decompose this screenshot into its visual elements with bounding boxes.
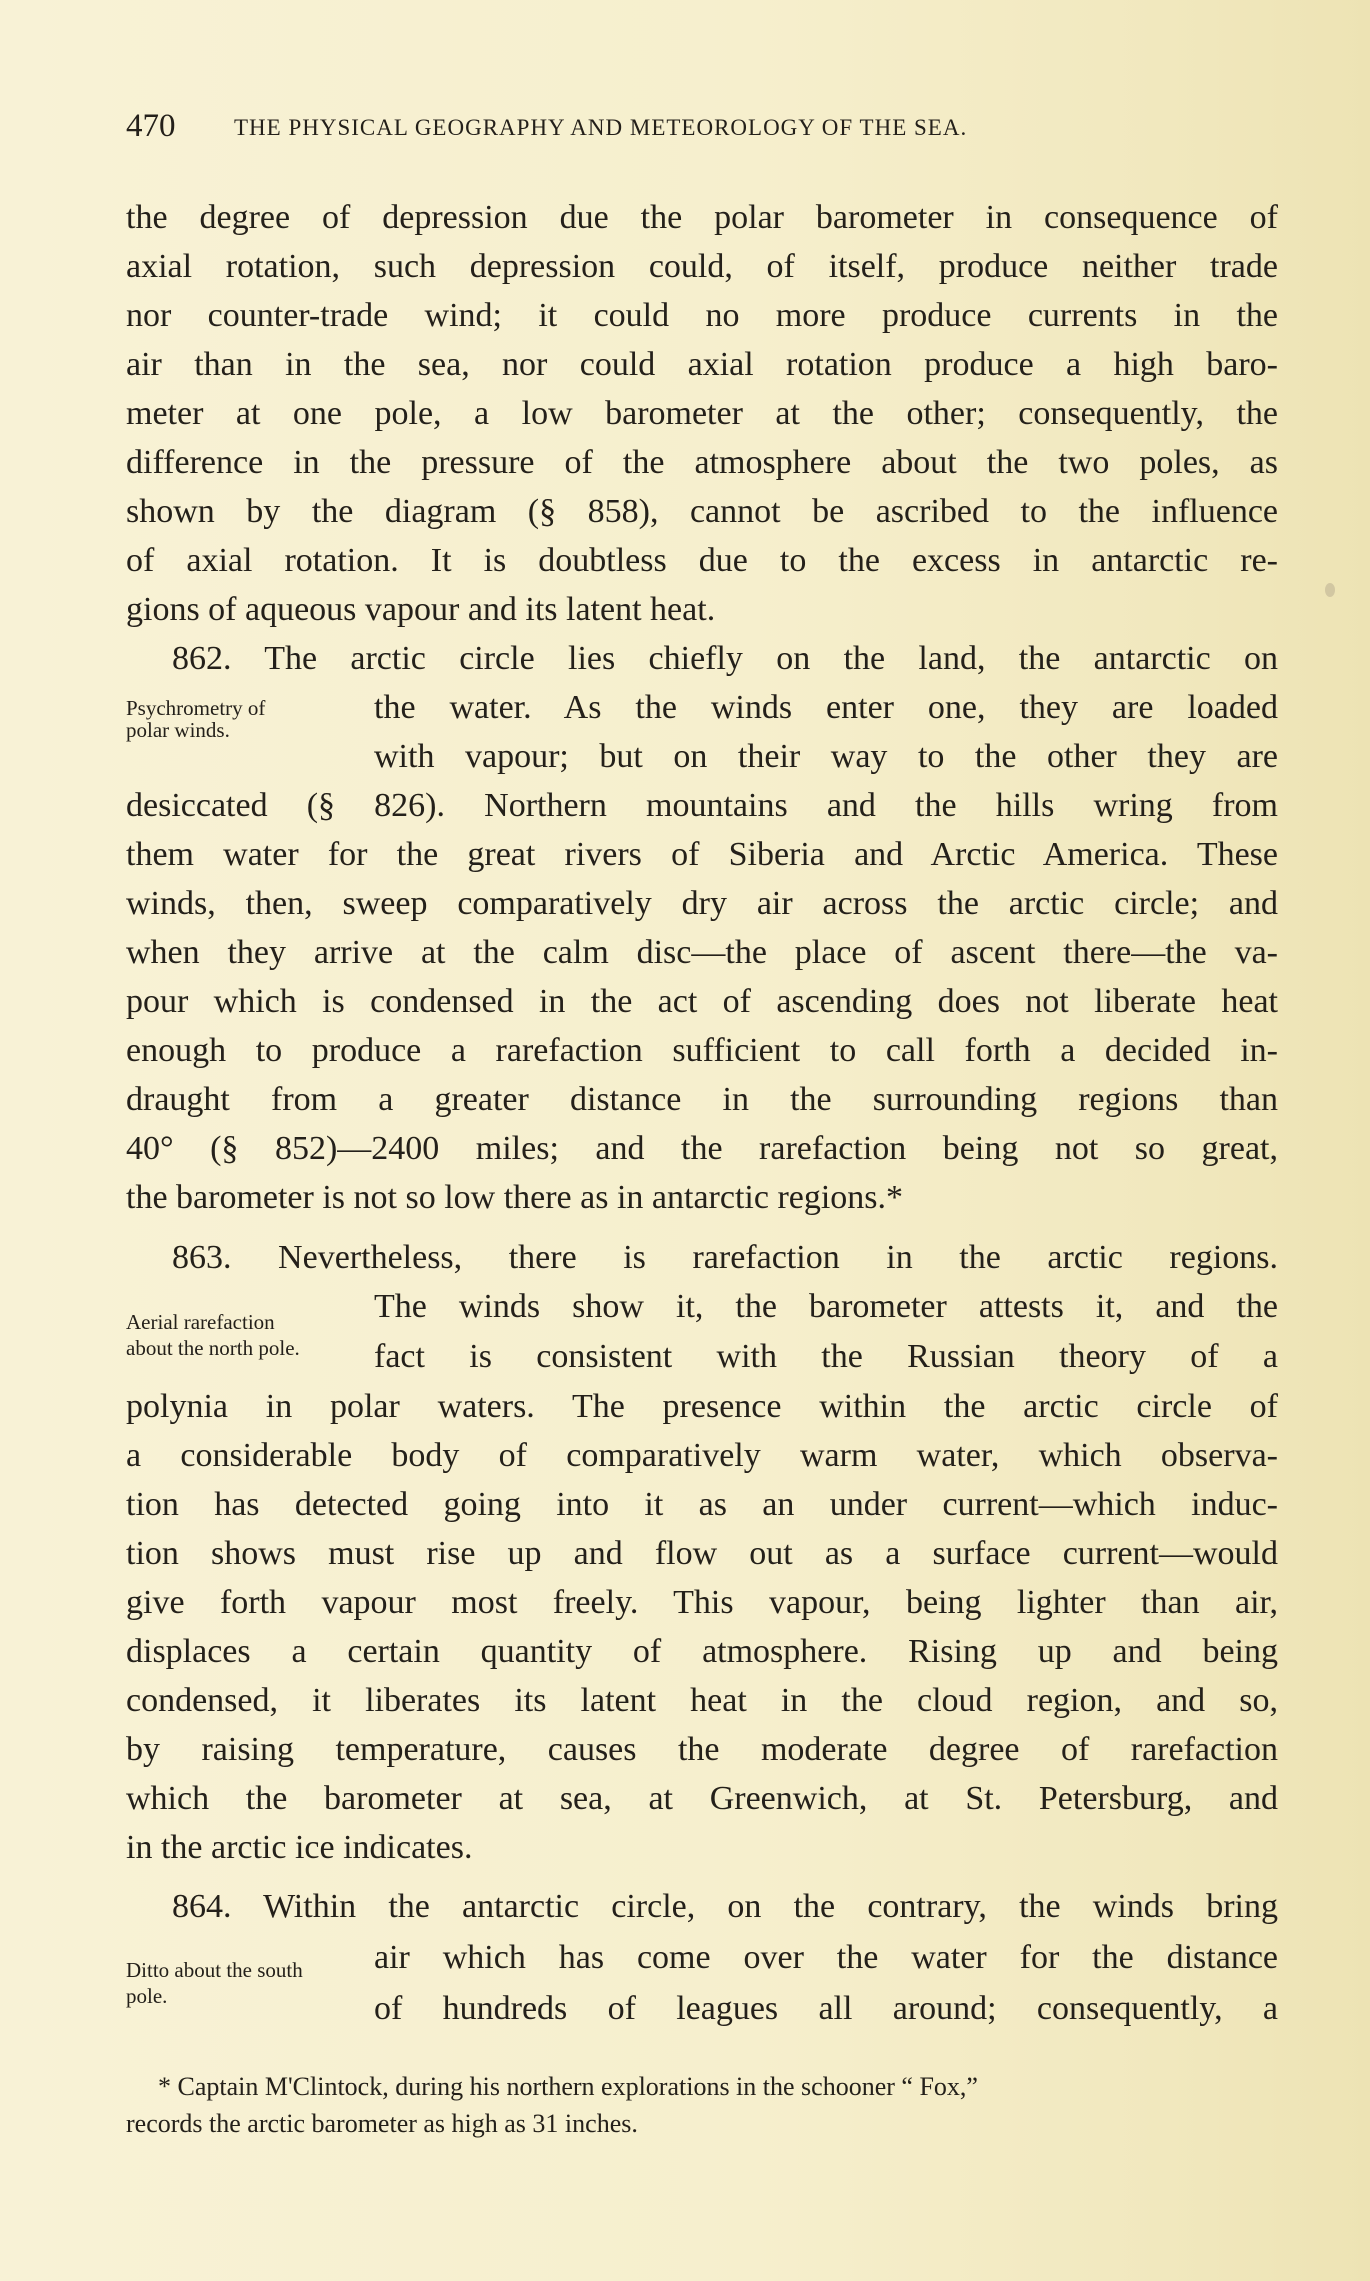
footnote-line: * Captain M'Clintock, during his northern explorations in the schooner “ Fox,” [158, 2072, 978, 2101]
body-line: axial rotation, such depression could, of itself, produce neither trade [126, 248, 1278, 285]
body-line: with vapour; but on their way to the other they are [374, 738, 1278, 775]
paper-blemish [1325, 583, 1335, 597]
body-line: desiccated (§ 826). Northern mountains and the hills wring from [126, 787, 1278, 824]
body-line: displaces a certain quantity of atmosphere. Rising up and being [126, 1633, 1278, 1670]
body-line: which the barometer at sea, at Greenwich, at St. Petersburg, and [126, 1780, 1278, 1817]
body-line: difference in the pressure of the atmosphere about the two poles, as [126, 444, 1278, 481]
sidenote-psychrometry: Psychrometry of [126, 696, 266, 720]
body-line: a considerable body of comparatively warm water, which observa- [126, 1437, 1278, 1474]
body-line: the water. As the winds enter one, they are loaded [374, 689, 1278, 726]
body-line: winds, then, sweep comparatively dry air across the arctic circle; and [126, 885, 1278, 922]
body-line: the degree of depression due the polar barometer in consequence of [126, 199, 1278, 236]
footnote-line: records the arctic barometer as high as 31 inches. [126, 2109, 638, 2138]
body-line: meter at one pole, a low barometer at the other; consequently, the [126, 395, 1278, 432]
body-line: gions of aqueous vapour and its latent heat. [126, 591, 716, 628]
sidenote-ditto-south: Ditto about the south [126, 1958, 303, 1982]
body-line: by raising temperature, causes the moderate degree of rarefaction [126, 1731, 1278, 1768]
sidenote-psychrometry-cont: polar winds. [126, 718, 230, 742]
page-number: 470 [126, 108, 176, 144]
body-line: air which has come over the water for the distance [374, 1939, 1278, 1976]
body-line: pour which is condensed in the act of ascending does not liberate heat [126, 983, 1278, 1020]
body-line: when they arrive at the calm disc—the place of ascent there—the va- [126, 934, 1278, 971]
running-title: THE PHYSICAL GEOGRAPHY AND METEOROLOGY OF THE SEA. [234, 115, 968, 140]
paragraph-862-start: 862. The arctic circle lies chiefly on the land, the antarctic on [172, 640, 1278, 677]
body-line: them water for the great rivers of Siberia and Arctic America. These [126, 836, 1278, 873]
body-line: condensed, it liberates its latent heat in the cloud region, and so, [126, 1682, 1278, 1719]
sidenote-aerial-rarefaction-cont: about the north pole. [126, 1336, 300, 1360]
paragraph-863-start: 863. Nevertheless, there is rarefaction in the arctic regions. [172, 1239, 1278, 1276]
body-line: nor counter-trade wind; it could no more produce currents in the [126, 297, 1278, 334]
body-line: of hundreds of leagues all around; consequently, a [374, 1990, 1278, 2027]
body-line: tion has detected going into it as an under current—which induc- [126, 1486, 1278, 1523]
body-line: draught from a greater distance in the surrounding regions than [126, 1081, 1278, 1118]
page-header [126, 108, 1216, 148]
body-line: give forth vapour most freely. This vapour, being lighter than air, [126, 1584, 1278, 1621]
body-line: enough to produce a rarefaction sufficient to call forth a decided in- [126, 1032, 1278, 1069]
body-line: tion shows must rise up and flow out as a surface current—would [126, 1535, 1278, 1572]
body-line: 40° (§ 852)—2400 miles; and the rarefaction being not so great, [126, 1130, 1278, 1167]
body-line: the barometer is not so low there as in antarctic regions.* [126, 1179, 904, 1216]
body-line: The winds show it, the barometer attests it, and the [374, 1288, 1278, 1325]
body-line: air than in the sea, nor could axial rotation produce a high baro- [126, 346, 1278, 383]
sidenote-aerial-rarefaction: Aerial rarefaction [126, 1310, 275, 1334]
body-line: shown by the diagram (§ 858), cannot be ascribed to the influence [126, 493, 1278, 530]
body-line: fact is consistent with the Russian theory of a [374, 1338, 1278, 1375]
body-line: in the arctic ice indicates. [126, 1829, 473, 1866]
body-line: of axial rotation. It is doubtless due to the excess in antarctic re- [126, 542, 1278, 579]
sidenote-ditto-south-cont: pole. [126, 1984, 168, 2008]
paragraph-864-start: 864. Within the antarctic circle, on the contrary, the winds bring [172, 1888, 1278, 1925]
body-line: polynia in polar waters. The presence within the arctic circle of [126, 1388, 1278, 1425]
